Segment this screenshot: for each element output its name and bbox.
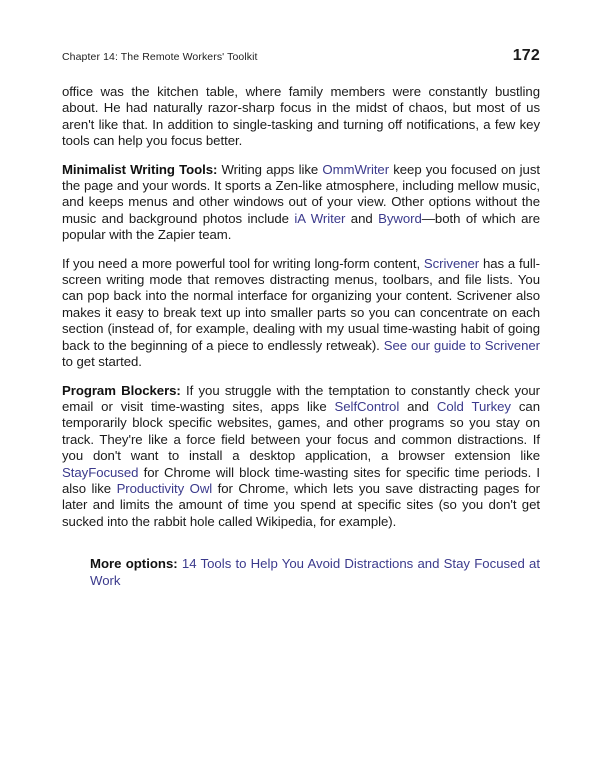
paragraph-2-text-4: —both of which are popular with the Zapier team. (62, 210, 540, 243)
link-ommwriter[interactable]: OmmWriter (322, 161, 390, 177)
paragraph-3-text-1: If you need a more powerful tool for writing long-form content, (62, 255, 424, 271)
paragraph-4-text-4: for Chrome will block time-wasting sites for specific time periods. I also like (62, 464, 540, 496)
running-head (62, 47, 540, 65)
paragraph-4-text-5: for Chrome, which lets you save distracting pages for later and limits the amount of time you spend at specific sites (so you don't get sucked into the rabbit hole called Wikipedia, for example). (62, 480, 541, 529)
more-options-callout (90, 556, 540, 589)
paragraph-1-text: office was the kitchen table, where family members were constantly bustling about. He had naturally razor-sharp focus in the midst of chaos, but most of us aren't like that. In addition to single-tasking and turning off notifications, a few key tools can help you focus better. (62, 84, 540, 149)
link-selfcontrol[interactable]: SelfControl (334, 398, 400, 414)
paragraph-2-text-1: Writing apps like (217, 161, 323, 177)
page-number: 172 (512, 47, 540, 64)
paragraph-4-text-2: and (399, 398, 437, 414)
link-byword[interactable]: Byword (378, 210, 422, 226)
paragraph-2-lead-in: Minimalist Writing Tools: (62, 161, 218, 177)
paragraph-4-text-1: If you struggle with the temptation to constantly check your email or visit time-wasting sites, apps like (62, 382, 540, 414)
paragraph-3-text-3: to get started. (62, 354, 142, 370)
paragraph-4-text-3: can temporarily block specific websites, games, and other programs so you stay on track. They're like a force field between your focus and common distractions. If you don't want to install a desktop application, a browser extension like (62, 398, 540, 464)
link-productivity-owl[interactable]: Productivity Owl (116, 480, 213, 496)
body-text-column (62, 84, 540, 603)
chapter-title-label: Chapter 14: The Remote Workers' Toolkit (62, 51, 258, 63)
link-stayfocused[interactable]: StayFocused (62, 464, 139, 480)
paragraph-scrivener (62, 256, 540, 371)
paragraph-minimalist-writing-tools (62, 162, 540, 244)
link-scrivener-guide[interactable]: See our guide to Scrivener (383, 337, 540, 353)
link-14-tools-article[interactable]: 14 Tools to Help You Avoid Distractions and Stay Focused at Work (90, 556, 540, 588)
link-cold-turkey[interactable]: Cold Turkey (436, 398, 511, 414)
paragraph-program-blockers (62, 383, 540, 531)
paragraph-2-text-3: and (345, 210, 379, 226)
link-scrivener[interactable]: Scrivener (423, 255, 480, 271)
more-options-lead-in: More options: (90, 556, 178, 572)
link-ia-writer[interactable]: iA Writer (294, 210, 346, 226)
paragraph-2-text-2: keep you focused on just the page and your words. It sports a Zen-like atmosphere, including mellow music, and keeps menus and other windows out of your view. Other options without the music and background photos include (62, 161, 540, 226)
paragraph-4-lead-in: Program Blockers: (62, 382, 181, 398)
paragraph-3-text-2: has a full-screen writing mode that removes distracting menus, toolbars, and file lists. You can pop back into the normal interface for organizing your content. Scrivener also makes it easy to break text up into smaller parts so you can concentrate on each section (instead of, for example, dealing with my usual time-wasting habit of going back to the beginning of a piece to endlessly retweak). (62, 255, 540, 353)
paragraph-continuation (62, 84, 540, 150)
